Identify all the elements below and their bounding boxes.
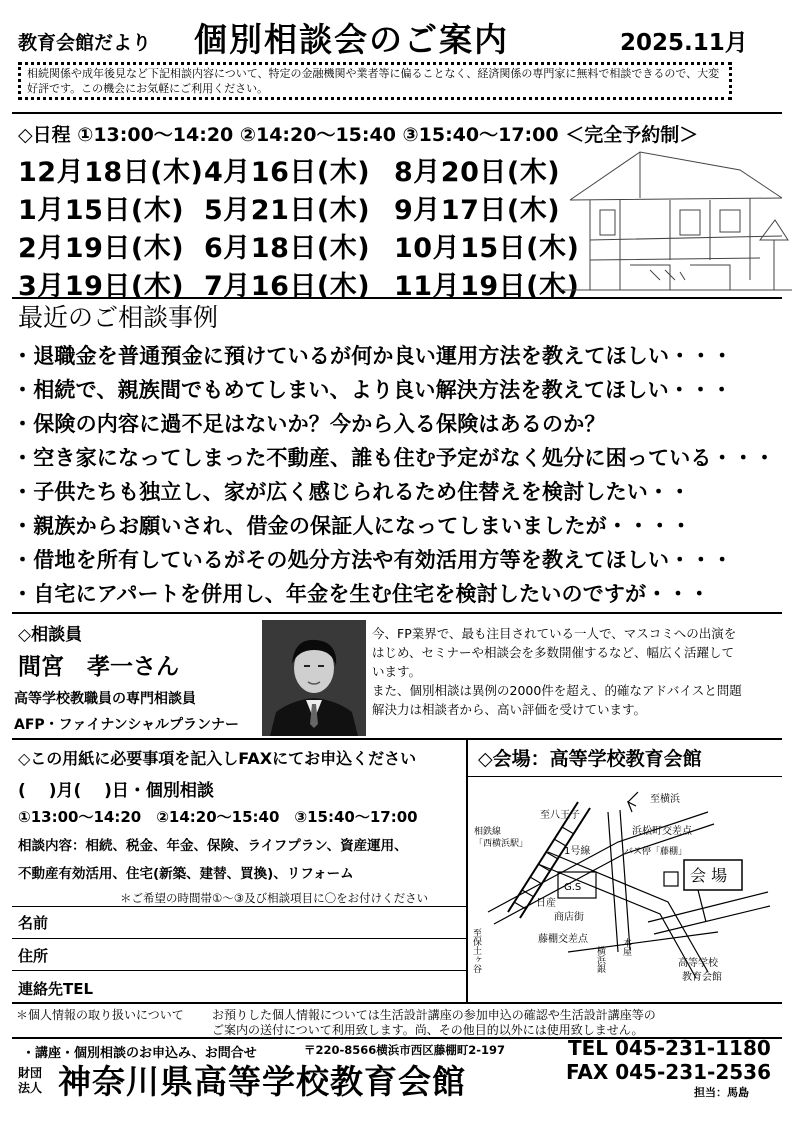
divider-form	[12, 1002, 782, 1004]
tel-number: TEL 045-231-1180	[568, 1036, 771, 1060]
staff-name: 担当：馬島	[694, 1086, 749, 1099]
intro-text: 相続関係や成年後見など下記相談内容について、特定の金融機関や業者等に偏ることなく、経済関係の専門家に無料で相談できるので、大変好評です。この機会にお気軽にご利用ください。	[27, 67, 720, 95]
case-item: ・借地を所有しているがその処分方法や有効活用方等を教えてほしい・・・	[12, 548, 733, 572]
divider-cases	[12, 612, 782, 614]
case-item: ・相続で、親族間でもめてしまい、より良い解決方法を教えてほしい・・・	[12, 378, 733, 402]
org-prefix	[18, 1066, 42, 1096]
schedule-date: 3月19日(木)	[18, 271, 185, 302]
form-content: 相談内容：相続、税金、年金、保険、ライフプラン、資産運用、	[18, 838, 408, 854]
case-item: ・保険の内容に過不足はないか？今から入る保険はあるのか？	[12, 412, 606, 436]
schedule-row	[18, 226, 579, 265]
schedule-date: 8月20日(木)	[394, 157, 561, 188]
schedule-heading: ◇日程 ①13:00～14:20 ②14:20～15:40 ③15:40～17:00 ＜完全予約制＞	[18, 124, 699, 146]
org-name: 神奈川県高等学校教育会館	[58, 1062, 466, 1101]
privacy-text: ご案内の送付について利用致します。尚、その他目的以外には使用致しません。	[212, 1023, 644, 1037]
venue-heading-line	[466, 776, 782, 777]
divider-top	[12, 112, 782, 114]
form-content: 不動産有効活用、住宅(新築、建替、買換)、リフォーム	[18, 866, 354, 882]
map-label: G.S	[564, 882, 582, 893]
page-title: 個別相談会のご案内	[194, 20, 509, 59]
consultant-bio: 今、FP業界で、最も注目されている一人で、マスコミへの出演をはじめ、セミナーや相談会を多数開催するなど、幅広く活躍しています。	[372, 626, 737, 679]
consultant-heading: ◇相談員	[18, 625, 83, 645]
map-label: 浜松町交差点	[632, 826, 692, 837]
name-label: 名前	[18, 914, 49, 932]
form-date-line: ( )月( )日・個別相談	[18, 781, 214, 801]
org-prefix-line: 法人	[18, 1081, 43, 1095]
consultant-qualification: AFP・ファイナンシャルプランナー	[14, 717, 240, 733]
map-label: 商店街	[554, 912, 584, 923]
consultant-photo	[262, 620, 366, 736]
tel-label: 連絡先TEL	[18, 980, 94, 998]
case-item: ・退職金を普通預金に預けているが何か良い運用方法を教えてほしい・・・	[12, 344, 733, 368]
address-label: 住所	[18, 947, 49, 965]
schedule-date: 2月19日(木)	[18, 233, 185, 264]
map-label: 藤棚交差点	[538, 934, 588, 945]
name-field[interactable]	[90, 906, 466, 938]
schedule-row	[18, 150, 560, 189]
map-label: 相鉄線	[474, 827, 502, 837]
map-label: 横浜銀	[595, 946, 605, 973]
case-item: ・子供たちも独立し、家が広く感じられるため住替えを検討したい・・	[12, 480, 691, 504]
issue-date: 2025.11月	[620, 30, 748, 56]
map-label: 高等学校	[678, 958, 718, 969]
schedule-date: 7月16日(木)	[204, 271, 371, 302]
house-illustration	[560, 140, 792, 296]
schedule-row	[18, 188, 560, 227]
form-note: ＊ご希望の時間帯①～③及び相談項目に〇をお付けください	[120, 891, 429, 905]
cases-heading: 最近のご相談事例	[18, 303, 219, 332]
consultant-bio: また、個別相談は異例の2000件を超え、的確なアドバイスと問題解決力は相談者から、高い評価を受けています。	[372, 683, 742, 717]
map-label: 会 場	[690, 866, 728, 885]
inquiry-label: ・講座・個別相談のお申込み、お問合せ	[22, 1046, 257, 1061]
schedule-date: 6月18日(木)	[204, 233, 371, 264]
consultant-role: 高等学校教職員の専門相談員	[14, 691, 196, 707]
privacy-label: ＊個人情報の取り扱いについて	[16, 1008, 184, 1022]
form-time-slots: ①13:00～14:20 ②14:20～15:40 ③15:40～17:00	[18, 808, 418, 826]
intro-box	[18, 62, 732, 100]
map-label: 教育会館	[682, 972, 722, 983]
case-item: ・親族からお願いされ、借金の保証人になってしまいましたが・・・・	[12, 514, 692, 538]
org-address: 〒220-8566横浜市西区藤棚町2-197	[304, 1043, 506, 1057]
schedule-date: 1月15日(木)	[18, 195, 185, 226]
org-prefix-line: 財団	[18, 1066, 43, 1080]
map-label: 本屋	[621, 938, 631, 956]
privacy-text: お預りした個人情報については生活設計講座の参加申込の確認や生活設計講座等の	[212, 1008, 656, 1022]
fax-number: FAX 045-231-2536	[566, 1060, 771, 1084]
schedule-date: 10月15日(木)	[394, 233, 580, 264]
case-item: ・空き家になってしまった不動産、誰も住む予定がなく処分に困っている・・・	[12, 446, 776, 470]
venue-heading: ◇会場：高等学校教育会館	[478, 748, 702, 770]
schedule-date: 11月19日(木)	[394, 271, 580, 302]
map-label: 至八王子	[540, 810, 580, 821]
map-label: 「西横浜駅」	[474, 839, 529, 849]
schedule-date: 9月17日(木)	[394, 195, 561, 226]
form-heading: ◇この用紙に必要事項を記入しFAXにてお申込ください	[18, 749, 417, 768]
map-label: 至保土ヶ谷	[471, 928, 481, 973]
tel-field[interactable]	[120, 970, 466, 1002]
schedule-date: 5月21日(木)	[204, 195, 371, 226]
map-label: バス停「藤棚」	[624, 847, 688, 857]
case-item: ・自宅にアパートを併用し、年金を生む住宅を検討したいのですが・・・	[12, 582, 710, 606]
map-label: 日産	[536, 898, 556, 909]
address-field[interactable]	[90, 938, 466, 970]
consultant-name: 間宮 孝一さん	[18, 654, 179, 680]
venue-map	[468, 782, 782, 998]
schedule-date: 4月16日(木)	[204, 157, 371, 188]
divider-consultant	[12, 738, 782, 740]
map-label: 1号線	[564, 846, 591, 857]
newsletter-label: 教育会館だより	[18, 32, 152, 54]
schedule-date: 12月18日(木)	[18, 157, 204, 188]
map-label: 至横浜	[650, 794, 680, 805]
